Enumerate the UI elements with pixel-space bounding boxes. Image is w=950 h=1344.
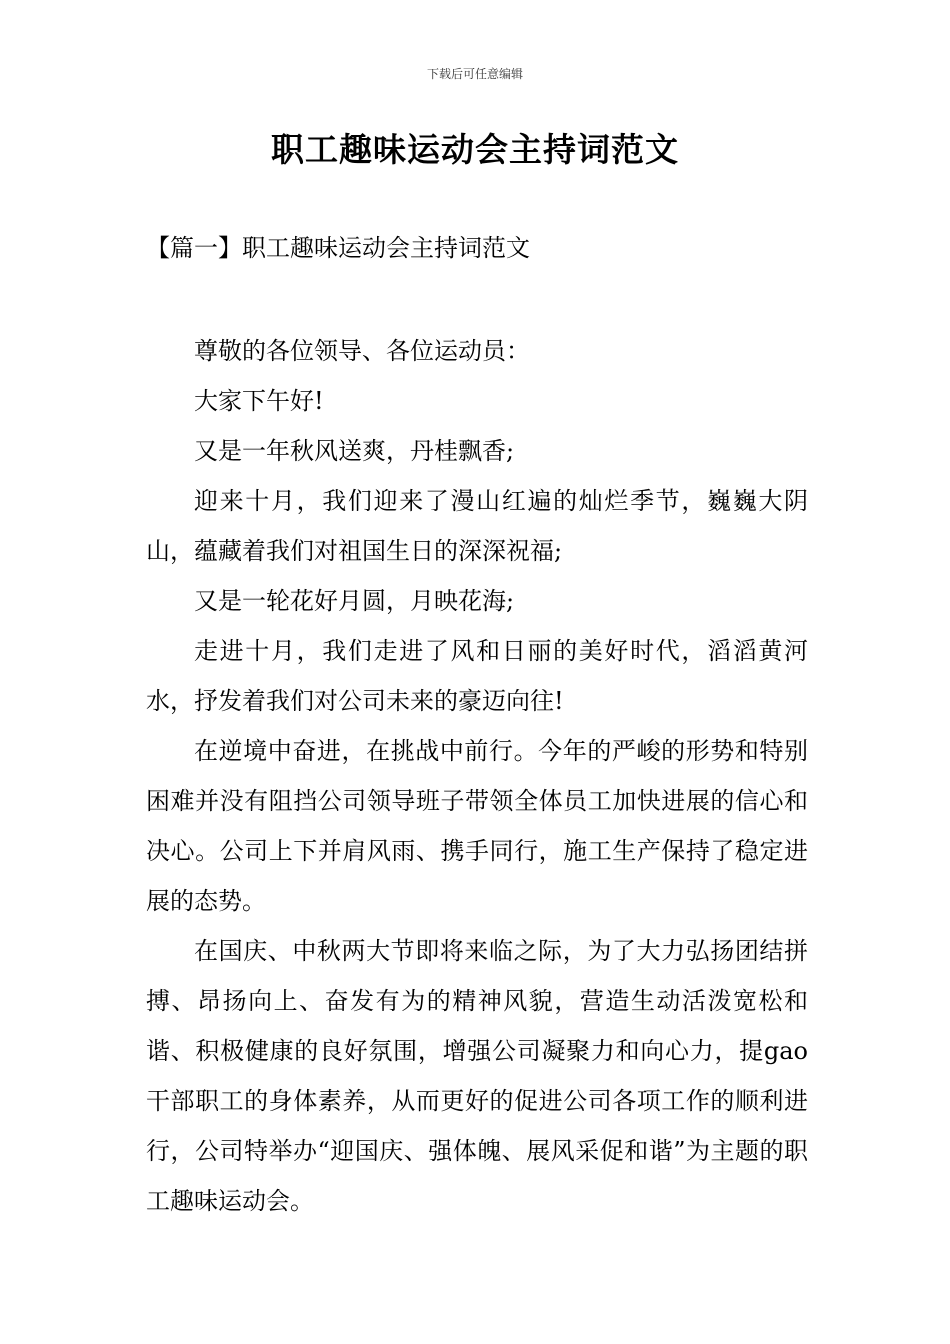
paragraph: 尊敬的各位领导、各位运动员： (194, 337, 530, 365)
paragraph: 走进十月，我们走进了风和日丽的美好时代，滔滔黄河水，抒发着我们对公司未来的豪迈向往! (146, 637, 808, 715)
paragraph: 大家下午好! (194, 387, 324, 415)
section-heading: 【篇一】职工趣味运动会主持词范文 (146, 234, 530, 262)
header-note: 下载后可任意编辑 (426, 67, 523, 81)
paragraph: 又是一轮花好月圆，月映花海; (194, 587, 515, 615)
document-title: 职工趣味运动会主持词范文 (271, 130, 679, 169)
paragraph: 在逆境中奋进，在挑战中前行。今年的严峻的形势和特别困难并没有阻挡公司领导班子带领全体员工加快进展的信心和决心。公司上下并肩风雨、携手同行，施工生产保持了稳定进展的态势。 (146, 737, 808, 915)
paragraph: 又是一年秋风送爽，丹桂飘香; (194, 437, 515, 465)
paragraph: 迎来十月，我们迎来了漫山红遍的灿烂季节，巍巍大阴山，蕴藏着我们对祖国生日的深深祝福; (146, 487, 808, 565)
document-body (146, 326, 808, 1226)
paragraph: 在国庆、中秋两大节即将来临之际，为了大力弘扬团结拼搏、昂扬向上、奋发有为的精神风貌，营造生动活泼宽松和谐、积极健康的良好氛围，增强公司凝聚力和向心力，提gao干部职工的身体素养，从而更好的促进公司各项工作的顺利进行，公司特举办“迎国庆、强体魄、展风采促和谐”为主题的职工趣味运动会。 (146, 937, 808, 1215)
